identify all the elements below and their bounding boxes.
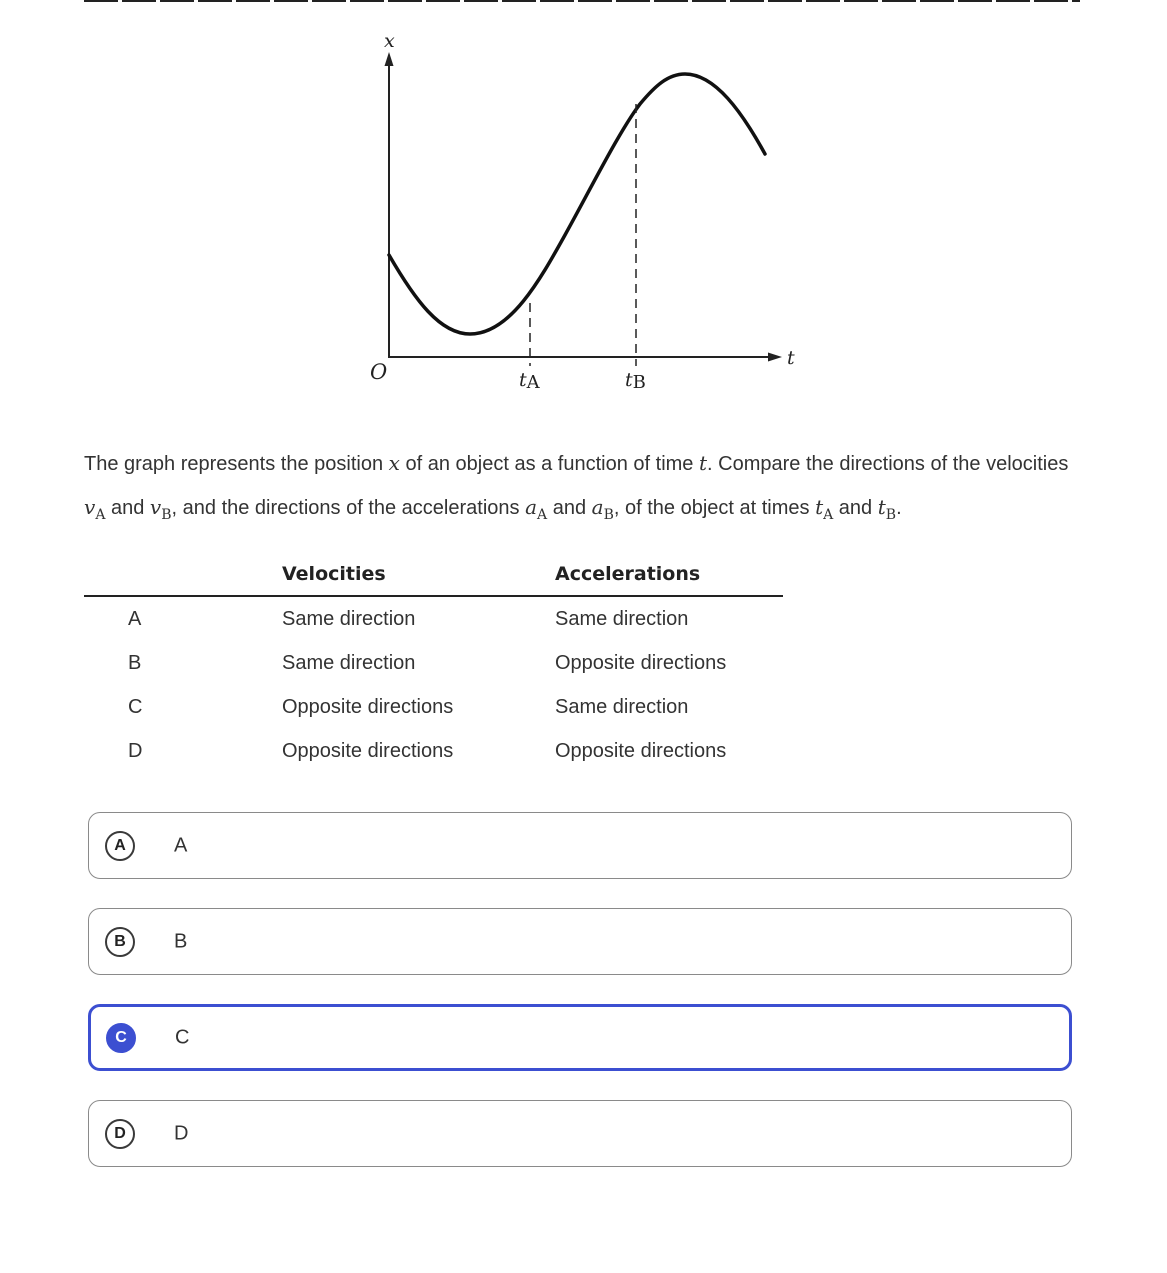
option-b-button[interactable] bbox=[88, 908, 1072, 975]
table-header-accelerations: Accelerations bbox=[554, 553, 783, 596]
table-row bbox=[84, 596, 783, 641]
option-c-button[interactable] bbox=[88, 1004, 1072, 1071]
table-row bbox=[84, 685, 783, 729]
x-axis-arrow bbox=[768, 353, 782, 362]
table-cell-letter: A bbox=[128, 607, 142, 630]
origin-label: O bbox=[370, 360, 388, 384]
table-cell-velocity: Opposite directions bbox=[282, 695, 454, 718]
option-a-label: A bbox=[174, 834, 188, 856]
table-cell-acceleration: Opposite directions bbox=[555, 739, 727, 762]
position-curve bbox=[389, 74, 765, 334]
table-header-velocities: Velocities bbox=[281, 553, 554, 596]
table-cell-velocity: Opposite directions bbox=[282, 739, 454, 762]
option-b-label: B bbox=[174, 930, 188, 952]
position-time-graph bbox=[0, 0, 1167, 420]
option-d-button[interactable] bbox=[88, 1100, 1072, 1167]
option-b-letter-badge: B bbox=[105, 927, 135, 957]
answer-choices-table bbox=[84, 553, 783, 773]
table-cell-letter: B bbox=[128, 651, 142, 674]
option-a-letter-badge: A bbox=[105, 831, 135, 861]
x-axis-label: t bbox=[787, 347, 795, 369]
question-text: The graph represents the position x of an object as a function of time t. Compare the directions of the velocities $v_A$ and $v_B$, and the directions of the accelerations $a_A$ and $a_B$, of the object at times $t_A$ and $t_B$. bbox=[84, 451, 1069, 523]
table-header-letter bbox=[84, 553, 281, 596]
table-cell-acceleration: Same direction bbox=[555, 607, 689, 630]
tick-label-t-b-base: t bbox=[625, 369, 633, 391]
tick-label-t-a-sub: A bbox=[526, 372, 540, 393]
table-cell-acceleration: Opposite directions bbox=[555, 651, 727, 674]
table-cell-velocity: Same direction bbox=[282, 607, 416, 630]
table-cell-letter: D bbox=[128, 739, 143, 762]
tick-label-t-a-base: t bbox=[519, 369, 527, 391]
table-cell-letter: C bbox=[128, 695, 143, 718]
table-row bbox=[84, 729, 783, 773]
table-row bbox=[84, 641, 783, 685]
tick-label-t-b bbox=[625, 369, 646, 393]
option-d-label: D bbox=[174, 1122, 189, 1144]
tick-label-t-b-sub: B bbox=[632, 372, 646, 393]
table-cell-acceleration: Same direction bbox=[555, 695, 689, 718]
y-axis-arrow bbox=[385, 52, 394, 66]
tick-label-t-a bbox=[519, 369, 541, 393]
option-d-letter-badge: D bbox=[105, 1119, 135, 1149]
table-header-row bbox=[84, 553, 783, 596]
option-a-button[interactable] bbox=[88, 812, 1072, 879]
y-axis-label: x bbox=[384, 30, 395, 52]
option-c-label: C bbox=[175, 1026, 190, 1048]
table-cell-velocity: Same direction bbox=[282, 651, 416, 674]
option-c-letter-badge: C bbox=[106, 1023, 136, 1053]
